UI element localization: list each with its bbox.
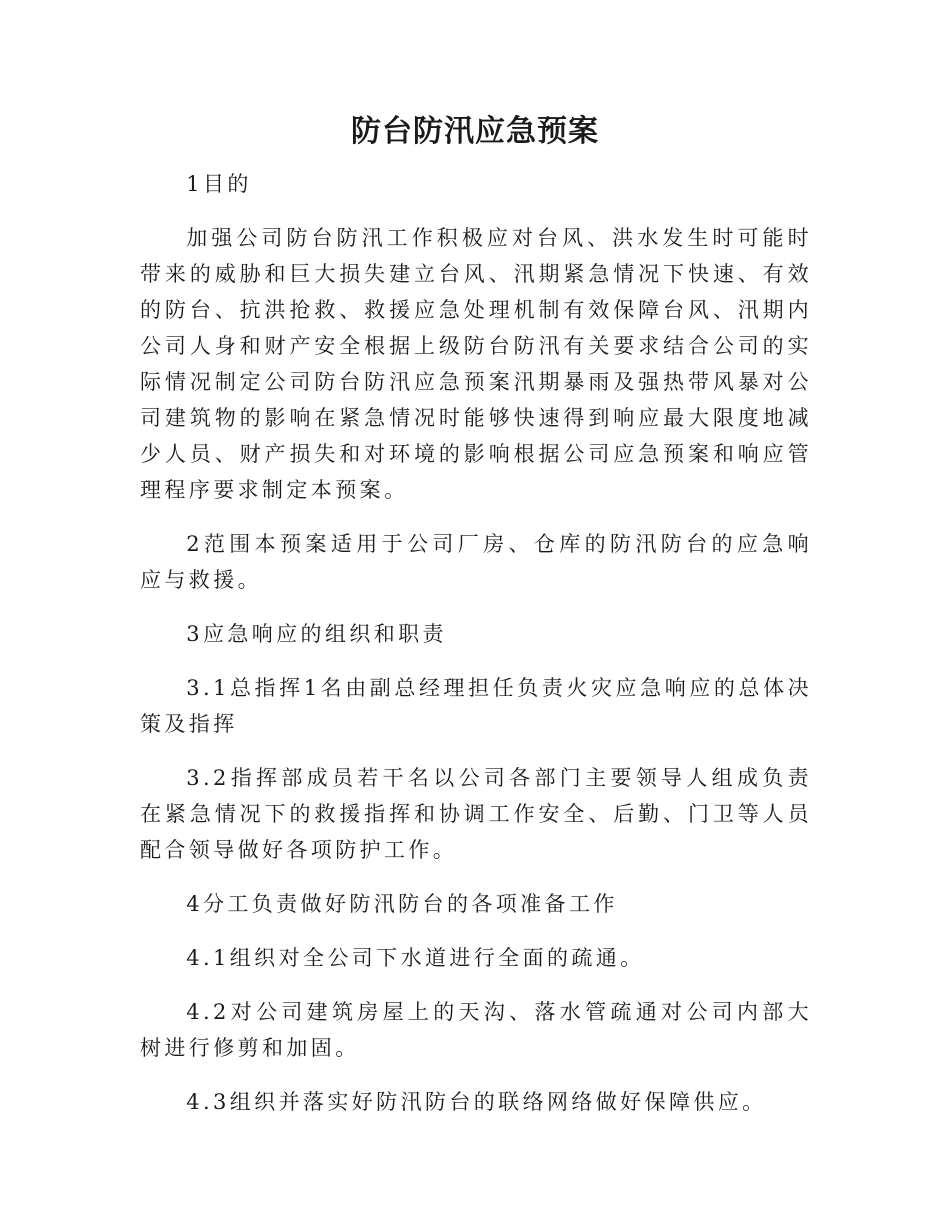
purpose-paragraph: 加强公司防台防汛工作积极应对台风、洪水发生时可能时带来的威胁和巨大损失建立台风、汛期紧急情况下快速、有效的防台、抗洪抢救、救援应急处理机制有效保障台风、汛期内公司人身和财产安全根据上级防台防汛有关要求结合公司的实际情况制定公司防台防汛应急预案汛期暴雨及强热带风暴对公司建筑物的影响在紧急情况时能够快速得到响应最大限度地减少人员、财产损失和对环境的影响根据公司应急预案和响应管理程序要求制定本预案。 <box>140 226 812 502</box>
section-heading-organization: 3应急响应的组织和职责 <box>186 622 447 646</box>
document-title: 防台防汛应急预案 <box>351 114 599 149</box>
gutter-tree-paragraph: 4.2对公司建筑房屋上的天沟、落水管疏通对公司内部大树进行修剪和加固。 <box>140 1000 812 1060</box>
drain-dredging-paragraph: 4.1组织对全公司下水道进行全面的疏通。 <box>186 946 645 970</box>
section-heading-purpose: 1目的 <box>186 172 252 196</box>
document-body <box>140 166 812 1138</box>
scope-paragraph: 2范围本预案适用于公司厂房、仓库的防汛防台的应急响应与救援。 <box>140 532 812 592</box>
section-heading-preparation: 4分工负责做好防汛防台的各项准备工作 <box>186 892 618 916</box>
contact-network-paragraph: 4.3组织并落实好防汛防台的联络网络做好保障供应。 <box>186 1090 767 1114</box>
command-members-paragraph: 3.2指挥部成员若干名以公司各部门主要领导人组成负责在紧急情况下的救援指挥和协调工作安全、后勤、门卫等人员配合领导做好各项防护工作。 <box>140 766 812 862</box>
commander-paragraph: 3.1总指挥1名由副总经理担任负责火灾应急响应的总体决策及指挥 <box>140 676 812 736</box>
